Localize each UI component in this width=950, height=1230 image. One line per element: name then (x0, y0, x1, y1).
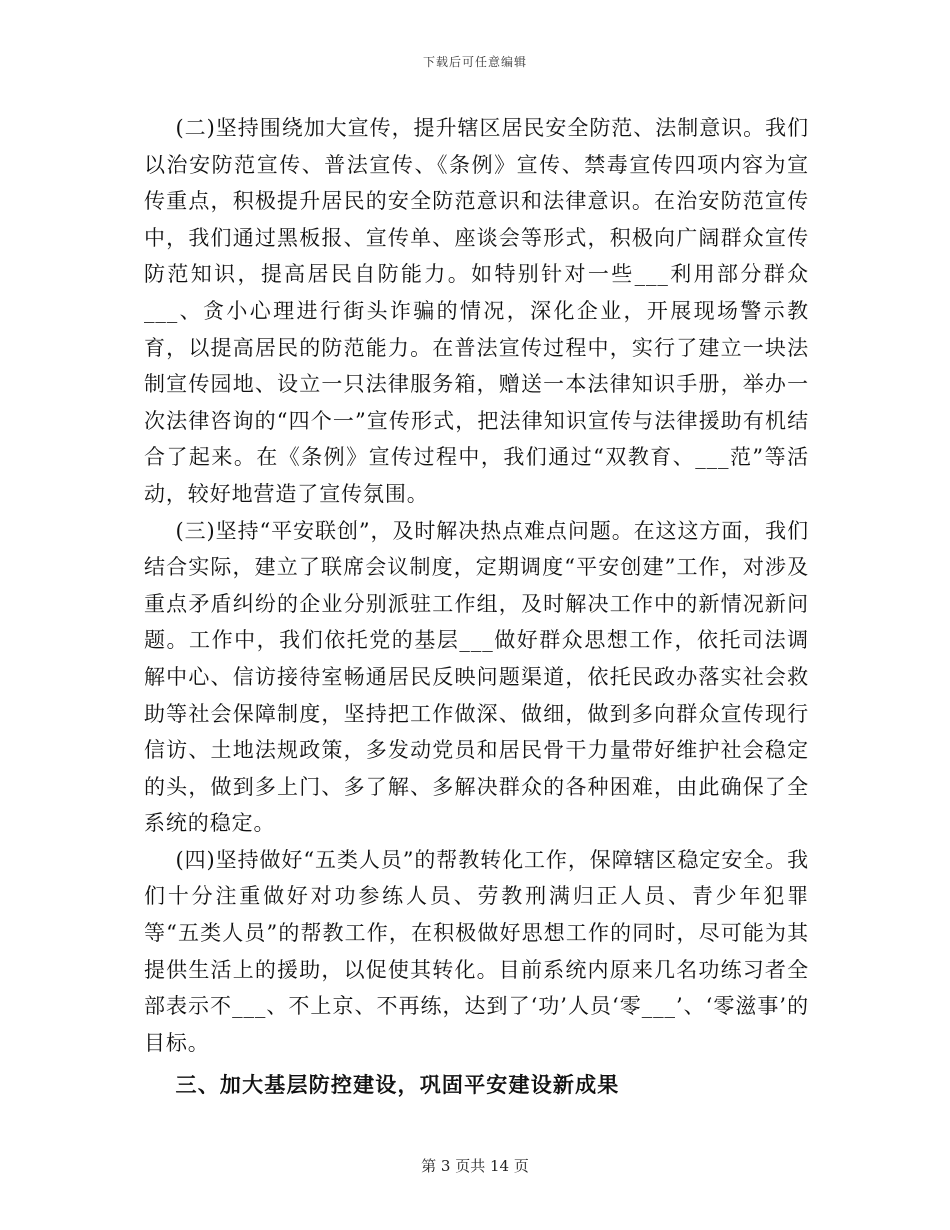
paragraph-publicity: (二)坚持围绕加大宣传，提升辖区居民安全防范、法制意识。我们以治安防范宣传、普法宣传、《条例》宣传、禁毒宣传四项内容为宣传重点，积极提升居民的安全防范意识和法律意识。在治安防范宣传中，我们通过黑板报、宣传单、座谈会等形式，积极向广阔群众宣传防范知识，提高居民自防能力。如特别针对一些___利用部分群众___、贪小心理进行街头诈骗的情况，深化企业，开展现场警示教育，以提高居民的防范能力。在普法宣传过程中，实行了建立一块法制宣传园地、设立一只法律服务箱，赠送一本法律知识手册，举办一次法律咨询的“四个一”宣传形式，把法律知识宣传与法律援助有机结合了起来。在《条例》宣传过程中，我们通过“双教育、___范”等活动，较好地营造了宣传氛围。 (144, 116, 809, 506)
paragraph-joint-safety: (三)坚持“平安联创”，及时解决热点难点问题。在这这方面，我们结合实际，建立了联席会议制度，定期调度“平安创建”工作，对涉及重点矛盾纠纷的企业分别派驻工作组，及时解决工作中的新情况新问题。工作中，我们依托党的基层___做好群众思想工作，依托司法调解中心、信访接待室畅通居民反映问题渠道，依托民政办落实社会救助等社会保障制度，坚持把工作做深、做细，做到多向群众宣传现行信访、土地法规政策，多发动党员和居民骨干力量带好维护社会稳定的头，做到多上门、多了解、多解决群众的各种困难，由此确保了全系统的稳定。 (144, 518, 809, 836)
section-heading: 三、加大基层防控建设，巩固平安建设新成果 (175, 1072, 620, 1098)
document-body (144, 110, 809, 1104)
paragraph-five-groups: (四)坚持做好“五类人员”的帮教转化工作，保障辖区稳定安全。我们十分注重做好对功参练人员、劳教刑满归正人员、青少年犯罪等“五类人员”的帮教工作，在积极做好思想工作的同时，尽可能为其提供生活上的援助，以促使其转化。目前系统内原来几名功练习者全部表示不___、不上京、不再练，达到了‘功’人员‘零___’、‘零滋事’的目标。 (144, 847, 809, 1055)
page-header-note: 下载后可任意编辑 (422, 55, 527, 69)
page-number: 第 3 页共 14 页 (421, 1157, 529, 1175)
